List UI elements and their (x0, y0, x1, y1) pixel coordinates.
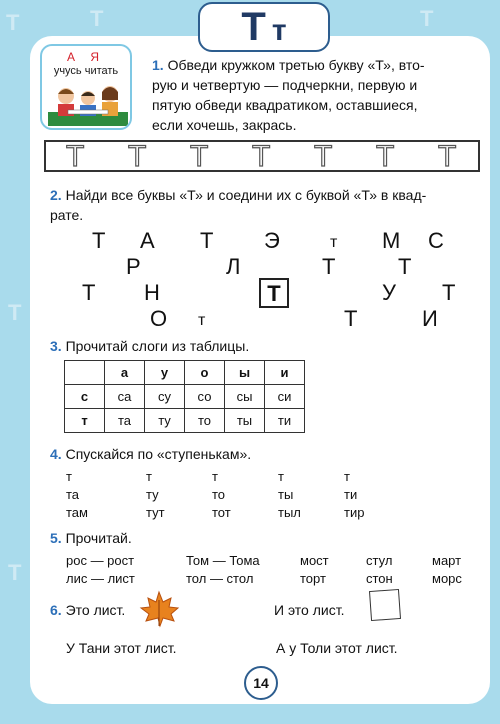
strip-letter-2[interactable]: Т (128, 140, 147, 173)
step-word: то (212, 487, 226, 502)
scattered-letter[interactable]: Т (344, 306, 358, 331)
maple-leaf-icon (138, 590, 180, 628)
read-word: мост (300, 553, 329, 568)
scattered-letter[interactable]: Л (226, 254, 241, 279)
read-column (186, 552, 260, 588)
task-1-text (152, 55, 482, 135)
strip-letter-6[interactable]: Т (376, 140, 395, 173)
task-6-text (50, 600, 125, 620)
step-word: т (212, 469, 218, 484)
task-6-phrase-3: У Тани этот лист. (66, 640, 177, 656)
table-header-cell (65, 361, 105, 385)
table-header-cell: ы (225, 361, 265, 385)
page-number: 14 (244, 666, 278, 700)
task-3-instruction: Прочитай слоги из таблицы. (65, 338, 250, 354)
table-cell: со (185, 385, 225, 409)
boxed-target-letter[interactable]: Т (259, 278, 289, 308)
scattered-letter[interactable]: Р (126, 254, 141, 279)
task-2-text (50, 185, 480, 225)
step-word: тир (344, 505, 365, 520)
background-t-glyph: Т (420, 6, 434, 31)
task-1-line-4: если хочешь, закрась. (152, 117, 297, 133)
task-6-phrase-2: И это лист. (274, 602, 345, 618)
table-cell: са (105, 385, 145, 409)
series-logo (40, 44, 132, 130)
scattered-letter[interactable]: Т (398, 254, 412, 279)
scattered-letter[interactable]: Т (92, 228, 106, 253)
task-4-instruction: Спускайся по «ступенькам». (65, 446, 252, 462)
table-cell: с (65, 385, 105, 409)
task-1-line-1: Обведи кружком третью букву «Т», вто- (167, 57, 425, 73)
strip-letter-4[interactable]: Т (252, 140, 271, 173)
read-word: Том — Тома (186, 553, 260, 568)
read-word: рос — рост (66, 553, 135, 568)
background-t-glyph: Т (90, 6, 104, 31)
step-word: т (344, 469, 350, 484)
table-cell: ты (225, 409, 265, 433)
scattered-letter[interactable]: Т (442, 280, 456, 305)
title-small-letter: т (271, 14, 287, 47)
read-word: стон (366, 571, 393, 586)
task-3-number: 3. (50, 338, 62, 354)
step-word: тыл (278, 505, 301, 520)
steps-column (66, 468, 88, 522)
task-1-number: 1. (152, 57, 164, 73)
task-5-instruction: Прочитай. (65, 530, 132, 546)
table-cell: т (65, 409, 105, 433)
table-cell: то (185, 409, 225, 433)
task-1-line-2: рую и четвертую — подчеркни, первую и (152, 77, 418, 93)
scattered-letter[interactable]: О (150, 306, 168, 331)
table-row (65, 385, 305, 409)
task-3-text (50, 336, 249, 356)
task-2-number: 2. (50, 187, 62, 203)
read-word: март (432, 553, 462, 568)
task-2-line-2: рате. (50, 207, 84, 223)
scattered-letter[interactable]: Т (322, 254, 336, 279)
read-column (432, 552, 462, 588)
background-t-glyph: Т (8, 300, 22, 325)
steps-column (344, 468, 364, 522)
table-row (65, 409, 305, 433)
task-4-text (50, 444, 251, 464)
scattered-letter[interactable]: т (198, 312, 206, 329)
task-6-phrase-4: А у Толи этот лист. (276, 640, 398, 656)
background-t-glyph: Т (6, 10, 20, 35)
table-cell: та (105, 409, 145, 433)
task-2-line-1: Найди все буквы «Т» и соедини их с буквой «Т» в квад- (65, 187, 427, 203)
step-word: ту (146, 487, 159, 502)
task-6-number: 6. (50, 602, 62, 618)
table-cell: ту (145, 409, 185, 433)
read-word: торт (300, 571, 326, 586)
read-word: стул (366, 553, 393, 568)
background-t-glyph: Т (8, 560, 22, 585)
step-word: т (146, 469, 152, 484)
step-word: ты (278, 487, 294, 502)
strip-letter-3[interactable]: Т (190, 140, 209, 173)
step-word: т (278, 469, 284, 484)
read-word: лис — лист (66, 571, 135, 586)
strip-letter-1[interactable]: Т (66, 140, 85, 173)
scattered-letter[interactable]: т (330, 234, 338, 251)
task-4-number: 4. (50, 446, 62, 462)
scattered-letter[interactable]: М (382, 228, 401, 253)
letter-strip (44, 140, 480, 172)
syllable-table (64, 360, 305, 433)
read-column (300, 552, 329, 588)
logo-letters: А Я (66, 50, 105, 64)
scattered-letter[interactable]: Т (200, 228, 214, 253)
read-word: морс (432, 571, 462, 586)
table-cell: ти (265, 409, 305, 433)
steps-column (212, 468, 231, 522)
step-word: та (66, 487, 80, 502)
scattered-letter[interactable]: С (428, 228, 444, 253)
table-header-cell: и (265, 361, 305, 385)
steps-column (146, 468, 165, 522)
step-word: там (66, 505, 88, 520)
blank-leaf-box[interactable] (369, 589, 401, 621)
step-word: тут (146, 505, 165, 520)
table-header-cell: а (105, 361, 145, 385)
strip-letter-7[interactable]: Т (438, 140, 457, 173)
logo-caption: учусь читать (53, 65, 119, 77)
step-word: ти (344, 487, 358, 502)
page-title (198, 2, 330, 52)
task-6-phrase-1: Это лист. (65, 602, 126, 618)
scattered-letter[interactable]: А (140, 228, 155, 253)
scattered-letter[interactable]: И (422, 306, 438, 331)
scattered-letter[interactable]: У (382, 280, 396, 305)
steps-column (278, 468, 301, 522)
task-1-line-3: пятую обведи квадратиком, оставшиеся, (152, 97, 418, 113)
scattered-letter[interactable]: Т (82, 280, 96, 305)
table-cell: си (265, 385, 305, 409)
read-word: тол — стол (186, 571, 254, 586)
table-header-cell: о (185, 361, 225, 385)
read-column (66, 552, 135, 588)
strip-letter-5[interactable]: Т (314, 140, 333, 173)
step-word: т (66, 469, 72, 484)
table-cell: су (145, 385, 185, 409)
scattered-letter[interactable]: Э (264, 228, 280, 253)
table-header-row (65, 361, 305, 385)
task-5-number: 5. (50, 530, 62, 546)
scattered-letter[interactable]: Н (144, 280, 160, 305)
title-capital-letter: Т (241, 5, 266, 49)
task-5-text (50, 528, 132, 548)
children-reading-illustration-icon (46, 82, 130, 128)
read-column (366, 552, 393, 588)
table-cell: сы (225, 385, 265, 409)
table-header-cell: у (145, 361, 185, 385)
step-word: тот (212, 505, 231, 520)
